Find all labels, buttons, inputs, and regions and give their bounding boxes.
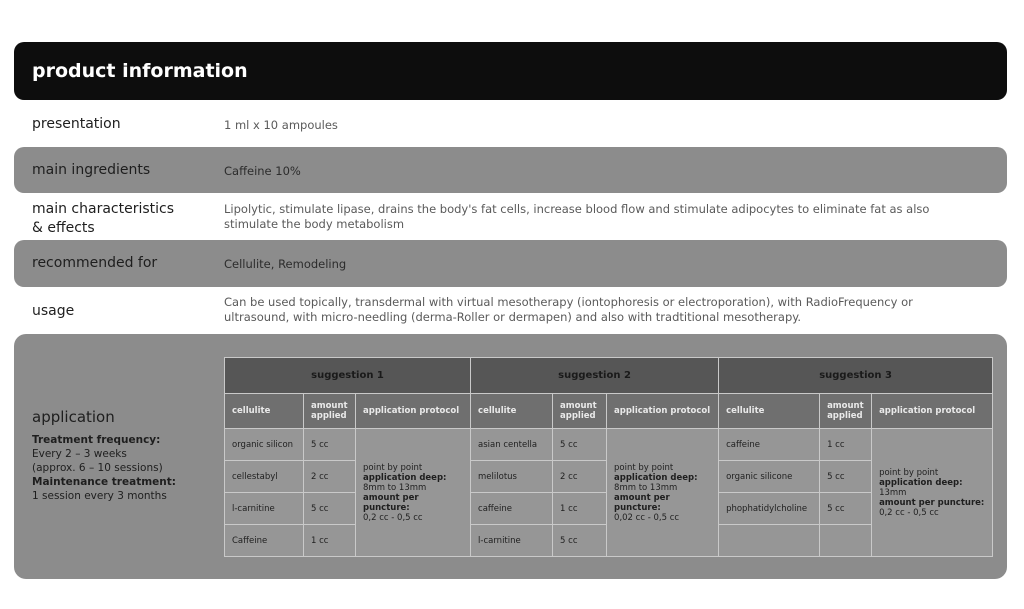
s1-item-name: Caffeine [225,525,304,557]
main-ingredients-row [14,147,1007,193]
application-panel [14,334,1007,579]
s2-item-name: asian centella [471,429,553,461]
table-row [225,429,993,461]
application-title: application [32,408,115,426]
application-notes [32,433,217,503]
usage-value: Can be used topically, transdermal with virtual mesotherapy (iontophoresis or electroporation), with RadioFrequency or ultrasound, with micro-needling (derma-Roller or dermapen) and also with tradtitional mesotherapy. [224,295,913,324]
suggestion-2-header: suggestion 2 [471,358,719,394]
s2-item-amount: 2 cc [553,461,607,493]
s3-item-amount: 5 cc [820,461,872,493]
s2-item-name: caffeine [471,493,553,525]
main-ingredients-label: main ingredients [32,162,151,178]
presentation-label: presentation [32,116,121,132]
col-amount-3: amount applied [820,394,872,429]
s1-item-amount: 2 cc [304,461,356,493]
maintenance-treatment-value: 1 session every 3 months [32,490,167,502]
s3-item-amount: 1 cc [820,429,872,461]
characteristics-label-line2: & effects [32,220,95,236]
maintenance-treatment-label: Maintenance treatment: [32,476,176,488]
characteristics-value: Lipolytic, stimulate lipase, drains the body's fat cells, increase blood flow and stimulate adipocytes to eliminate fat as also stimulate the body metabolism [224,202,930,231]
usage-row [14,292,1007,332]
col-protocol-2: application protocol [607,394,719,429]
s2-item-name: melilotus [471,461,553,493]
s1-item-amount: 5 cc [304,429,356,461]
recommended-label: recommended for [32,255,158,271]
s2-item-amount: 5 cc [553,429,607,461]
s3-item-name: caffeine [719,429,820,461]
presentation-value: 1 ml x 10 ampoules [224,118,338,132]
group-header-row [225,358,993,394]
recommended-value: Cellulite, Remodeling [224,257,347,271]
suggestion-3-header: suggestion 3 [719,358,993,394]
main-ingredients-value: Caffeine 10% [224,164,301,178]
s3-protocol: point by point application deep: 13mm amount per puncture: 0,2 cc - 0,5 cc [872,429,993,557]
treatment-frequency-line2: (approx. 6 – 10 sessions) [32,462,163,474]
col-cellulite-3: cellulite [719,394,820,429]
column-header-row [225,394,993,429]
page-header: product information [14,42,1007,100]
s2-item-amount: 5 cc [553,525,607,557]
col-protocol-1: application protocol [356,394,471,429]
s3-item-name: phophatidylcholine [719,493,820,525]
s1-item-amount: 5 cc [304,493,356,525]
col-amount-1: amount applied [304,394,356,429]
col-cellulite-2: cellulite [471,394,553,429]
suggestions-table [224,357,993,557]
col-amount-2: amount applied [553,394,607,429]
treatment-frequency-label: Treatment frequency: [32,434,161,446]
s1-item-name: l-carnitine [225,493,304,525]
treatment-frequency-line1: Every 2 – 3 weeks [32,448,127,460]
s2-protocol: point by point application deep: 8mm to 13mm amount per puncture: 0,02 cc - 0,5 cc [607,429,719,557]
s3-item-amount: 5 cc [820,493,872,525]
col-protocol-3: application protocol [872,394,993,429]
suggestion-1-header: suggestion 1 [225,358,471,394]
s1-item-name: cellestabyl [225,461,304,493]
s3-item-amount [820,525,872,557]
s1-item-name: organic silicon [225,429,304,461]
s3-item-name [719,525,820,557]
presentation-row [14,110,1007,140]
s2-item-amount: 1 cc [553,493,607,525]
s3-item-name: organic silicone [719,461,820,493]
characteristics-label [32,200,174,238]
usage-label: usage [32,303,75,319]
s1-protocol: point by point application deep: 8mm to 13mm amount per puncture: 0,2 cc - 0,5 cc [356,429,471,557]
s1-item-amount: 1 cc [304,525,356,557]
characteristics-row [14,198,1007,238]
col-cellulite-1: cellulite [225,394,304,429]
recommended-row [14,240,1007,287]
characteristics-label-line1: main characteristics [32,201,175,217]
s2-item-name: l-carnitine [471,525,553,557]
